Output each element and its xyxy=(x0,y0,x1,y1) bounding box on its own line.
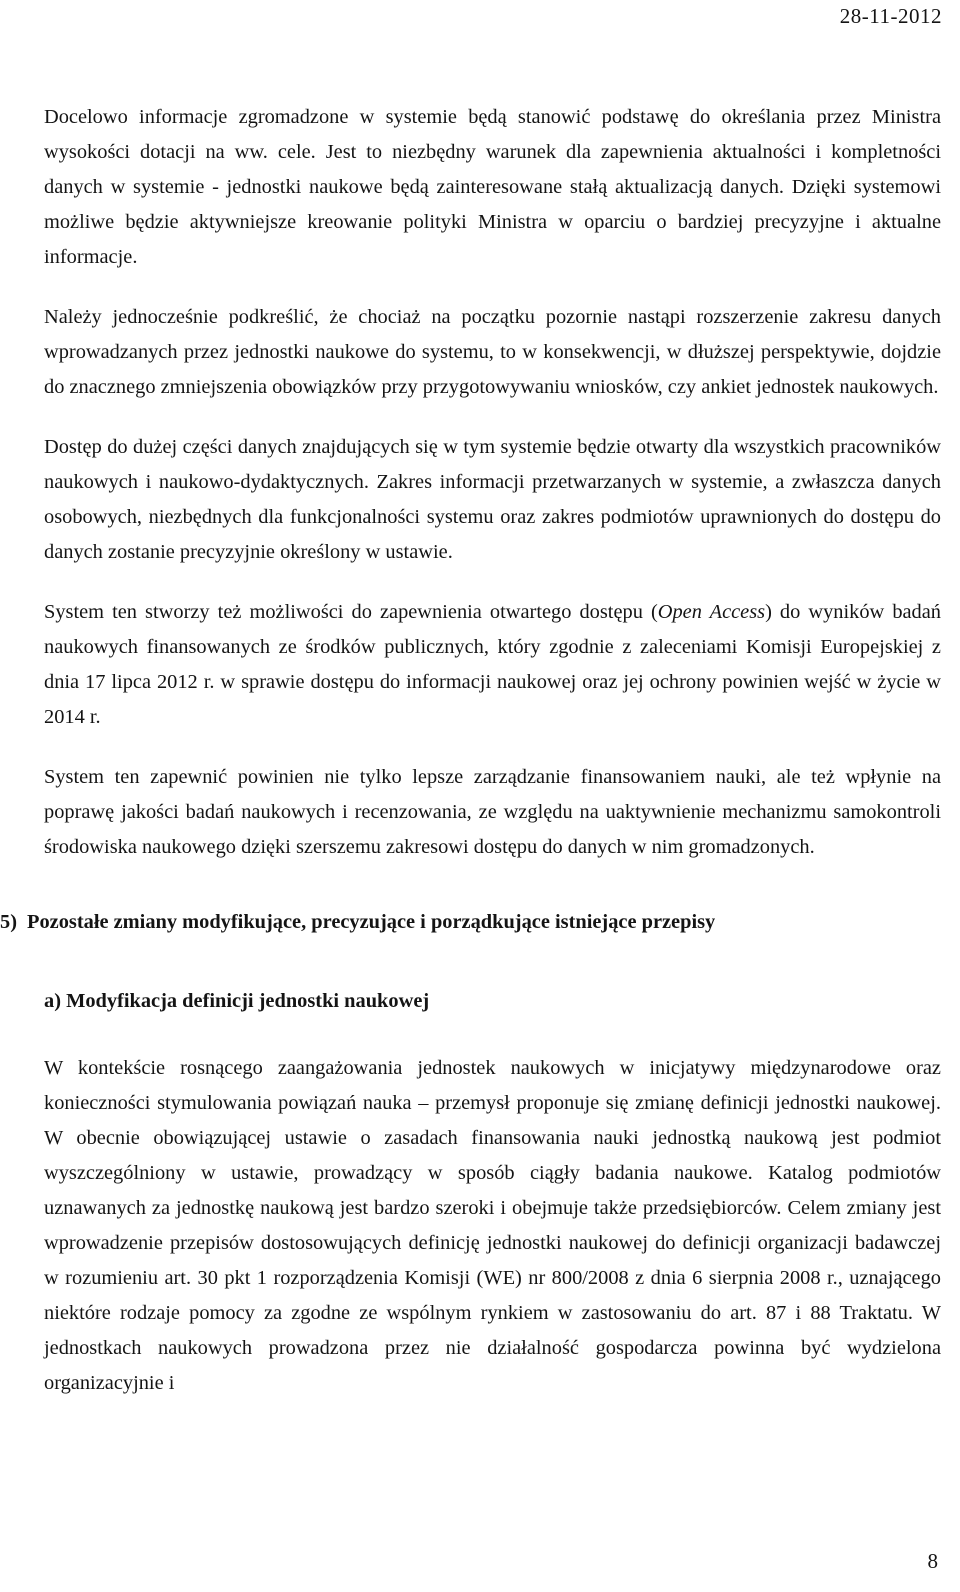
italic-term: Open Access xyxy=(657,601,766,623)
document-body xyxy=(0,100,942,1401)
section-number: 5) xyxy=(0,911,17,933)
paragraph: Należy jednocześnie podkreślić, że chociaż na początku pozornie nastąpi rozszerzenie zakresu danych wprowadzanych przez jednostki naukowe do systemu, to w konsekwencji, w dłuższej perspektywie, dojdzie do znacznego zmniejszenia obowiązków przy przygotowywaniu wniosków, czy ankiet jednostek naukowych. xyxy=(44,306,941,398)
subsection-paragraph: W kontekście rosnącego zaangażowania jednostek naukowych w inicjatywy międzynarodowe oraz konieczności stymulowania powiązań nauka – przemysł proponuje się zmianę definicji jednostki naukowej. W obecnie obowiązującej ustawie o zasadach finansowania nauki jednostką naukową jest podmiot wyszczególniony w ustawie, prowadzący w sposób ciągły badania naukowe. Katalog podmiotów uznawanych za jednostkę naukową jest bardzo szeroki i obejmuje także przedsiębiorców. Celem zmiany jest wprowadzenie przepisów dostosowujących definicję jednostki naukowej do definicji organizacji badawczej w rozumieniu art. 30 pkt 1 rozporządzenia Komisji (WE) nr 800/2008 z dnia 6 sierpnia 2008 r., uznającego niektóre rodzaje pomocy za zgodne ze wspólnym rynkiem w zastosowaniu do art. 87 i 88 Traktatu. W jednostkach naukowych prowadzona przez nie działalność gospodarcza powinna być wydzielona organizacyjnie i xyxy=(44,1057,941,1394)
paragraph-text-after: ) do wyników badań naukowych finansowanych ze środków publicznych, który zgodnie z zaleceniami Komisji Europejskiej z dnia 17 lipca 2012 r. w sprawie dostępu do informacji naukowej oraz jej ochrony powinien wejść w życie w 2014 r. xyxy=(44,601,942,728)
page-header-date: 28-11-2012 xyxy=(839,4,942,28)
paragraph: Docelowo informacje zgromadzone w systemie będą stanowić podstawę do określania przez Ministra wysokości dotacji na ww. cele. Jest to niezbędny warunek dla zapewnienia aktualności i kompletności danych w systemie - jednostki naukowe będą zainteresowane stałą aktualizacją danych. Dzięki systemowi możliwe będzie aktywniejsze kreowanie polityki Ministra w oparciu o bardziej precyzyjne i aktualne informacje. xyxy=(44,106,941,268)
subsection-heading: a) Modyfikacja definicji jednostki naukowej xyxy=(44,990,430,1012)
section-title: Pozostałe zmiany modyfikujące, precyzujące i porządkujące istniejące przepisy xyxy=(27,911,716,933)
open-access-paragraph xyxy=(44,595,941,735)
page-number: 8 xyxy=(927,1549,938,1573)
section-heading xyxy=(0,905,941,940)
paragraph: System ten zapewnić powinien nie tylko lepsze zarządzanie finansowaniem nauki, ale też wpłynie na poprawę jakości badań naukowych i recenzowania, ze względu na uaktywnienie mechanizmu samokontroli środowiska naukowego dzięki szerszemu zakresowi dostępu do danych w nim gromadzonych. xyxy=(44,766,941,858)
paragraph: Dostęp do dużej części danych znajdujących się w tym systemie będzie otwarty dla wszystkich pracowników naukowych i naukowo-dydaktycznych. Zakres informacji przetwarzanych w systemie, a zwłaszcza danych osobowych, niezbędnych dla funkcjonalności systemu oraz zakres podmiotów uprawnionych do dostępu do danych zostanie precyzyjnie określony w ustawie. xyxy=(44,436,941,563)
paragraph-text-before: System ten stworzy też możliwości do zapewnienia otwartego dostępu ( xyxy=(44,601,658,623)
